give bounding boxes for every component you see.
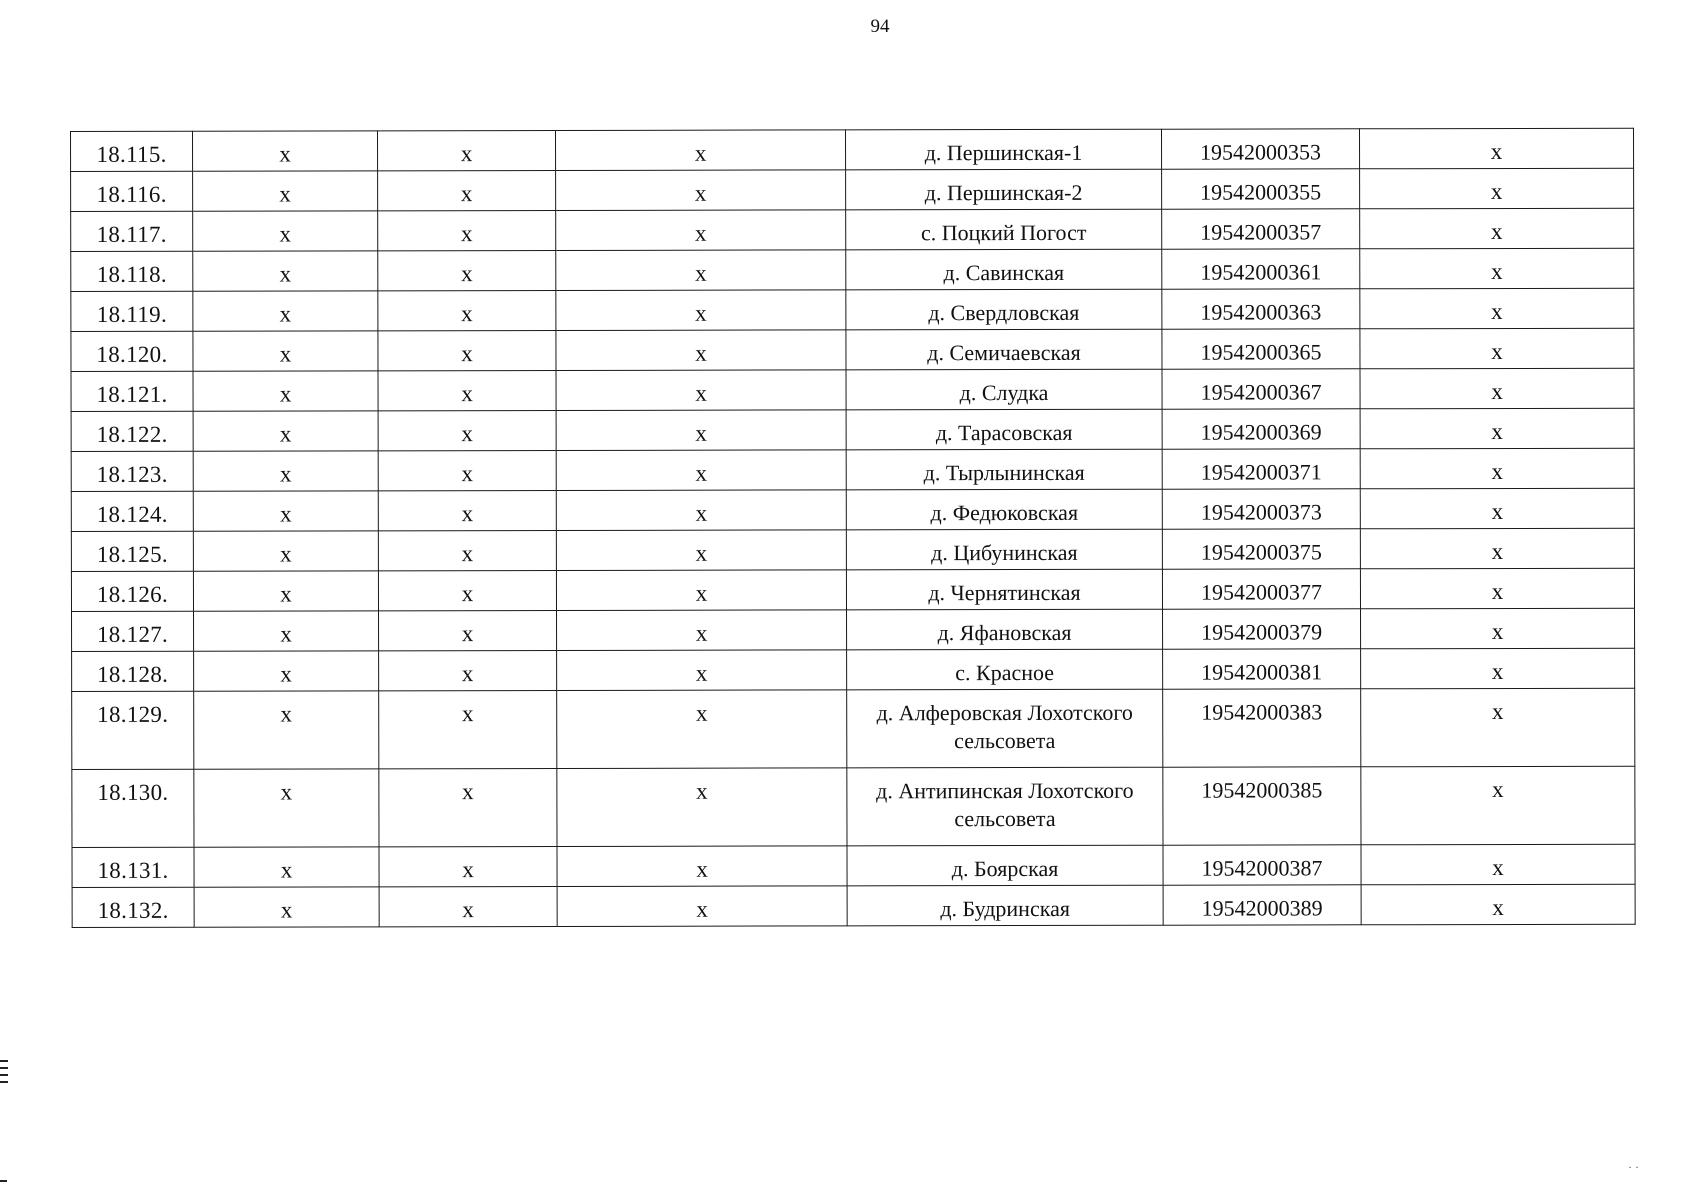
oktmo-code-cell: 19542000387 bbox=[1163, 845, 1361, 885]
table-row bbox=[71, 128, 1634, 171]
table-row bbox=[72, 688, 1635, 769]
column-3-cell: х bbox=[378, 490, 556, 530]
column-3-cell: х bbox=[378, 530, 556, 570]
settlement-name-cell: д. Яфановская bbox=[847, 609, 1163, 650]
column-3-cell: х bbox=[379, 610, 557, 650]
column-2-cell: х bbox=[194, 691, 379, 769]
table-row bbox=[71, 448, 1634, 491]
column-4-cell: х bbox=[556, 250, 846, 291]
table-row bbox=[71, 168, 1634, 211]
oktmo-code-cell: 19542000371 bbox=[1162, 449, 1360, 489]
row-number-cell: 18.118. bbox=[71, 251, 193, 291]
column-7-cell: х bbox=[1361, 844, 1635, 885]
row-number-cell: 18.121. bbox=[71, 371, 193, 411]
row-number-cell: 18.130. bbox=[72, 769, 194, 847]
row-number-cell: 18.117. bbox=[71, 211, 193, 251]
settlement-name-cell: д. Слудка bbox=[846, 369, 1162, 410]
settlement-name-cell: д. Першинская-2 bbox=[846, 169, 1162, 210]
settlement-name-cell: д. Антипинская Лохотского сельсовета bbox=[847, 767, 1163, 846]
column-2-cell: х bbox=[193, 411, 378, 451]
row-number-cell: 18.125. bbox=[71, 531, 193, 571]
column-3-cell: х bbox=[378, 290, 556, 330]
column-3-cell: х bbox=[378, 210, 556, 250]
table-row bbox=[71, 488, 1634, 531]
column-3-cell: х bbox=[378, 330, 556, 370]
margin-marks bbox=[0, 1060, 12, 1100]
table-row bbox=[71, 328, 1634, 371]
column-2-cell: х bbox=[194, 847, 379, 887]
column-2-cell: х bbox=[193, 491, 378, 531]
oktmo-code-cell: 19542000363 bbox=[1162, 289, 1360, 329]
settlement-name-cell: д. Боярская bbox=[847, 845, 1163, 886]
column-7-cell: х bbox=[1361, 688, 1635, 767]
column-4-cell: х bbox=[556, 210, 846, 251]
column-3-cell: х bbox=[379, 846, 557, 886]
column-4-cell: х bbox=[556, 410, 846, 451]
column-3-cell: х bbox=[378, 250, 556, 290]
column-3-cell: х bbox=[378, 130, 556, 170]
settlement-name-cell: д. Свердловская bbox=[846, 289, 1162, 330]
column-7-cell: х bbox=[1361, 608, 1635, 649]
column-4-cell: х bbox=[556, 130, 846, 171]
row-number-cell: 18.131. bbox=[72, 847, 194, 887]
column-7-cell: х bbox=[1359, 128, 1633, 169]
column-7-cell: х bbox=[1360, 168, 1634, 209]
column-4-cell: х bbox=[556, 290, 846, 331]
settlement-name-cell: д. Семичаевская bbox=[846, 329, 1162, 370]
settlement-name-cell: д. Першинская-1 bbox=[845, 129, 1161, 170]
column-3-cell: х bbox=[379, 768, 557, 846]
column-2-cell: х bbox=[193, 531, 378, 571]
table-row bbox=[72, 648, 1635, 691]
table-row bbox=[71, 208, 1634, 251]
column-4-cell: х bbox=[557, 768, 847, 847]
column-7-cell: х bbox=[1360, 288, 1634, 329]
oktmo-code-cell: 19542000377 bbox=[1162, 569, 1360, 609]
column-7-cell: х bbox=[1360, 328, 1634, 369]
oktmo-code-cell: 19542000355 bbox=[1162, 169, 1360, 209]
column-2-cell: х bbox=[193, 291, 378, 331]
table-row bbox=[72, 884, 1635, 927]
oktmo-code-cell: 19542000383 bbox=[1163, 689, 1361, 767]
column-7-cell: х bbox=[1361, 766, 1635, 845]
column-4-cell: х bbox=[556, 490, 846, 531]
settlement-name-cell: д. Цибунинская bbox=[846, 529, 1162, 570]
column-2-cell: х bbox=[194, 769, 379, 847]
column-7-cell: х bbox=[1360, 528, 1634, 569]
column-3-cell: х bbox=[378, 370, 556, 410]
oktmo-code-cell: 19542000361 bbox=[1162, 249, 1360, 289]
column-2-cell: х bbox=[193, 371, 378, 411]
row-number-cell: 18.116. bbox=[71, 171, 193, 211]
column-4-cell: х bbox=[557, 846, 847, 887]
column-2-cell: х bbox=[193, 571, 378, 611]
settlement-name-cell: с. Поцкий Погост bbox=[846, 209, 1162, 250]
oktmo-code-cell: 19542000375 bbox=[1162, 529, 1360, 569]
row-number-cell: 18.123. bbox=[71, 451, 193, 491]
column-2-cell: х bbox=[193, 211, 378, 251]
oktmo-code-cell: 19542000385 bbox=[1163, 767, 1361, 845]
row-number-cell: 18.119. bbox=[71, 291, 193, 331]
settlement-name-cell: д. Будринская bbox=[847, 885, 1163, 926]
column-2-cell: х bbox=[193, 451, 378, 491]
oktmo-code-cell: 19542000365 bbox=[1162, 329, 1360, 369]
table-body bbox=[71, 128, 1636, 927]
oktmo-code-cell: 19542000357 bbox=[1162, 209, 1360, 249]
column-2-cell: х bbox=[193, 131, 378, 171]
table-row bbox=[72, 608, 1635, 651]
settlement-name-cell: д. Савинская bbox=[846, 249, 1162, 290]
oktmo-code-cell: 19542000367 bbox=[1162, 369, 1360, 409]
table-row bbox=[71, 408, 1634, 451]
oktmo-code-cell: 19542000353 bbox=[1161, 129, 1359, 169]
settlement-name-cell: д. Чернятинская bbox=[846, 569, 1162, 610]
table-row bbox=[71, 248, 1634, 291]
column-7-cell: х bbox=[1361, 648, 1635, 689]
margin-dash bbox=[0, 1180, 7, 1182]
column-4-cell: х bbox=[557, 886, 847, 927]
column-2-cell: х bbox=[194, 611, 379, 651]
settlement-name-cell: д. Алферовская Лохотского сельсовета bbox=[847, 689, 1163, 768]
page-number: 94 bbox=[870, 16, 890, 37]
column-3-cell: х bbox=[379, 650, 557, 690]
column-7-cell: х bbox=[1360, 488, 1634, 529]
column-2-cell: х bbox=[193, 171, 378, 211]
column-4-cell: х bbox=[556, 330, 846, 371]
settlement-name-cell: д. Тарасовская bbox=[846, 409, 1162, 450]
row-number-cell: 18.115. bbox=[71, 131, 193, 171]
column-4-cell: х bbox=[557, 690, 847, 769]
table-row bbox=[72, 766, 1635, 847]
table-row bbox=[71, 368, 1634, 411]
table-row bbox=[71, 568, 1634, 611]
table-row bbox=[72, 844, 1635, 887]
column-7-cell: х bbox=[1360, 568, 1634, 609]
column-4-cell: х bbox=[556, 530, 846, 571]
column-2-cell: х bbox=[194, 887, 379, 927]
settlements-table bbox=[70, 128, 1636, 928]
column-4-cell: х bbox=[557, 610, 847, 651]
column-4-cell: х bbox=[556, 570, 846, 611]
oktmo-code-cell: 19542000369 bbox=[1162, 409, 1360, 449]
column-3-cell: х bbox=[378, 410, 556, 450]
column-3-cell: х bbox=[379, 690, 557, 768]
table-row bbox=[71, 528, 1634, 571]
column-2-cell: х bbox=[194, 651, 379, 691]
table-row bbox=[71, 288, 1634, 331]
column-7-cell: х bbox=[1360, 208, 1634, 249]
row-number-cell: 18.132. bbox=[72, 887, 194, 927]
row-number-cell: 18.124. bbox=[71, 491, 193, 531]
settlement-name-cell: д. Федюковская bbox=[846, 489, 1162, 530]
settlement-name-cell: д. Тырлынинская bbox=[846, 449, 1162, 490]
column-7-cell: х bbox=[1360, 368, 1634, 409]
column-3-cell: х bbox=[378, 570, 556, 610]
column-2-cell: х bbox=[193, 251, 378, 291]
column-4-cell: х bbox=[556, 450, 846, 491]
row-number-cell: 18.122. bbox=[71, 411, 193, 451]
column-3-cell: х bbox=[378, 450, 556, 490]
row-number-cell: 18.127. bbox=[72, 611, 194, 651]
row-number-cell: 18.128. bbox=[72, 651, 194, 691]
column-3-cell: х bbox=[379, 886, 557, 926]
corner-dots: · · bbox=[1628, 1160, 1639, 1174]
oktmo-code-cell: 19542000373 bbox=[1162, 489, 1360, 529]
row-number-cell: 18.120. bbox=[71, 331, 193, 371]
column-7-cell: х bbox=[1361, 884, 1635, 925]
column-7-cell: х bbox=[1360, 248, 1634, 289]
column-7-cell: х bbox=[1360, 408, 1634, 449]
row-number-cell: 18.129. bbox=[72, 691, 194, 769]
column-2-cell: х bbox=[193, 331, 378, 371]
column-4-cell: х bbox=[556, 370, 846, 411]
column-4-cell: х bbox=[557, 650, 847, 691]
column-7-cell: х bbox=[1360, 448, 1634, 489]
oktmo-code-cell: 19542000389 bbox=[1163, 885, 1361, 925]
oktmo-code-cell: 19542000381 bbox=[1163, 649, 1361, 689]
settlement-name-cell: с. Красное bbox=[847, 649, 1163, 690]
column-4-cell: х bbox=[556, 170, 846, 211]
column-3-cell: х bbox=[378, 170, 556, 210]
oktmo-code-cell: 19542000379 bbox=[1163, 609, 1361, 649]
row-number-cell: 18.126. bbox=[71, 571, 193, 611]
